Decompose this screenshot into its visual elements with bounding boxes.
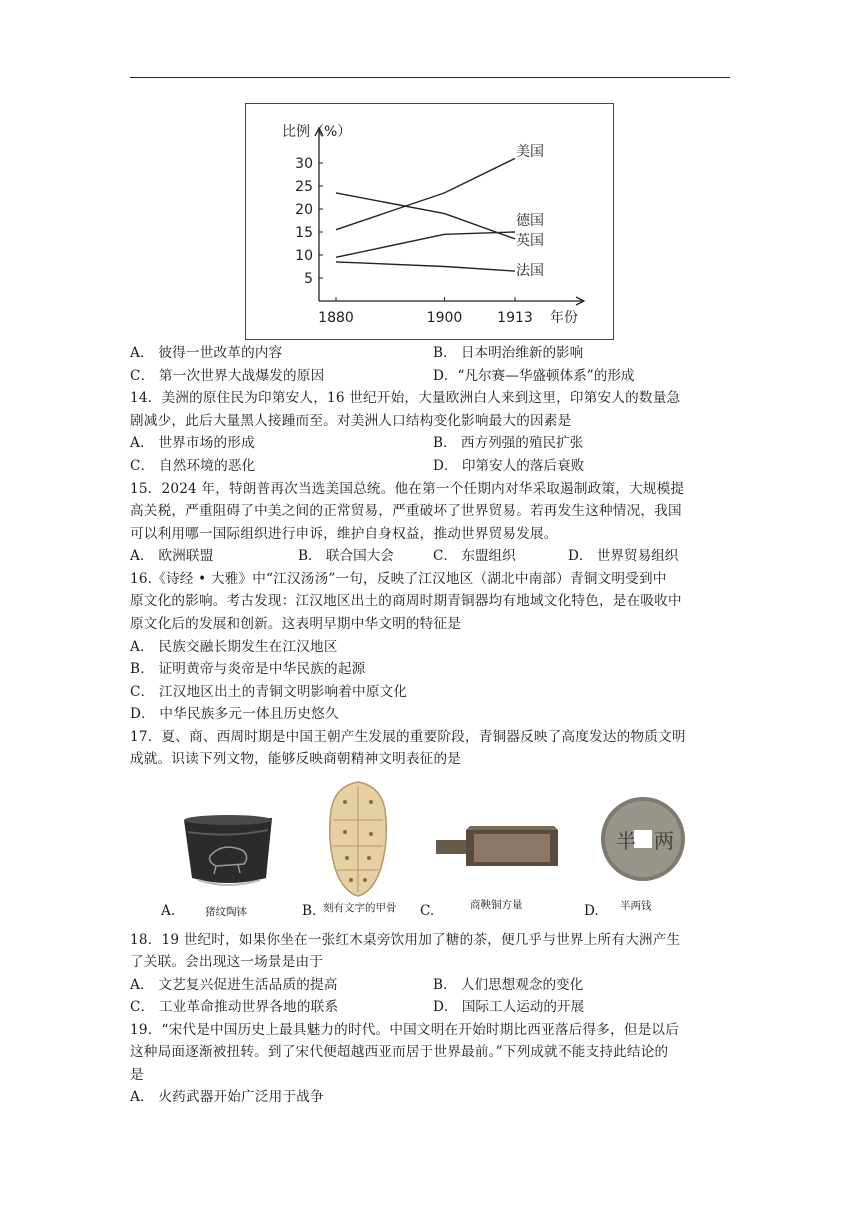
q16-stem-line3: 原文化后的发展和创新。这表明早期中华文明的特征是 (130, 616, 462, 632)
series-line-美国 (336, 158, 515, 229)
series-label-法国: 法国 (516, 263, 544, 279)
series-label-德国: 德国 (516, 213, 544, 229)
y-tick-label: 10 (295, 248, 313, 264)
y-tick-label: 5 (304, 271, 313, 287)
q16-stem-line2: 原文化的影响。考古发现：江汉地区出土的商周时期青铜器均有地域文化特色，是在吸收中 (130, 593, 682, 609)
pottery-bowl-image (180, 812, 276, 892)
q19-option-a[interactable]: A． 火药武器开始广泛用于战争 (130, 1089, 324, 1105)
x-tick-label: 1900 (426, 310, 463, 326)
q13-option-a[interactable]: A． 彼得一世改革的内容 (130, 345, 283, 361)
ban-liang-coin-image (598, 794, 688, 884)
q15-option-a[interactable]: A． 欧洲联盟 (130, 548, 214, 564)
q14-option-d[interactable]: D． 印第安人的落后衰败 (433, 458, 585, 474)
q16-option-b[interactable]: B． 证明黄帝与炎帝是中华民族的起源 (130, 661, 366, 677)
y-tick-label: 25 (295, 179, 313, 195)
q17-option-a-letter[interactable]: A. (161, 903, 176, 919)
line-chart-frame (245, 103, 614, 340)
q16-stem-line1: 16.《诗经 • 大雅》中“江汉汤汤”一句，反映了江汉地区（湖北中南部）青铜文明受到中 (130, 571, 667, 587)
header-rule (130, 77, 730, 78)
x-tick-label: 1880 (318, 310, 354, 326)
q19-stem-line3: 是 (130, 1067, 144, 1083)
q17-option-c-caption: 商鞅铜方量 (470, 899, 523, 911)
q13-option-d[interactable]: D．“凡尔赛—华盛顿体系”的形成 (433, 368, 635, 384)
coin-char-1: 半 (616, 829, 636, 853)
y-tick-label: 20 (295, 202, 313, 218)
series-line-德国 (336, 232, 515, 257)
coin-char-2: 两 (654, 829, 674, 853)
series-label-英国: 英国 (516, 233, 544, 249)
q18-option-c[interactable]: C． 工业革命推动世界各地的联系 (130, 999, 339, 1015)
q18-option-d[interactable]: D． 国际工人运动的开展 (433, 999, 585, 1015)
q17-stem-line2: 成就。识读下列文物，能够反映商朝精神文明表征的是 (130, 751, 462, 767)
q16-option-d[interactable]: D． 中华民族多元一体且历史悠久 (130, 706, 339, 722)
q17-option-c-letter[interactable]: C. (420, 903, 435, 919)
q17-option-b-caption: 刻有文字的甲骨 (323, 902, 397, 914)
x-axis-label: 年份 (550, 310, 578, 326)
q19-stem-line1: 19．“宋代是中国历史上最具魅力的时代。中国文明在开始时期比西亚落后得多，但是以后 (130, 1022, 680, 1038)
q14-stem-line2: 剧减少，此后大量黑人接踵而至。对美洲人口结构变化影响最大的因素是 (130, 413, 572, 429)
y-tick-label: 30 (295, 156, 313, 172)
q15-stem-line2: 高关税，严重阻碍了中美之间的正常贸易，严重破坏了世界贸易。若再发生这种情况，我国 (130, 503, 682, 519)
q19-stem-line2: 这种局面逐渐被扭转。到了宋代便超越西亚而居于世界最前。”下列成就不能支持此结论的 (130, 1044, 669, 1060)
series-label-美国: 美国 (516, 144, 544, 160)
q18-option-b[interactable]: B． 人们思想观念的变化 (433, 977, 584, 993)
x-tick-label: 1913 (497, 310, 533, 326)
q13-option-b[interactable]: B． 日本明治维新的影响 (433, 345, 584, 361)
series-line-法国 (336, 262, 515, 271)
q14-option-b[interactable]: B． 西方列强的殖民扩张 (433, 435, 584, 451)
y-tick-label: 15 (295, 225, 313, 241)
bronze-measure-image (436, 822, 560, 872)
q18-stem-line2: 了关联。会出现这一场景是由于 (130, 954, 324, 970)
q15-option-d[interactable]: D． 世界贸易组织 (568, 548, 679, 564)
q17-option-d-caption: 半两钱 (620, 900, 652, 912)
q17-stem-line1: 17．夏、商、西周时期是中国王朝产生发展的重要阶段，青铜器反映了高度发达的物质文明 (130, 729, 686, 745)
q17-option-d-letter[interactable]: D. (584, 903, 599, 919)
q14-stem-line1: 14．美洲的原住民为印第安人，16 世纪开始，大量欧洲白人来到这里，印第安人的数量急 (130, 390, 681, 406)
q15-option-c[interactable]: C． 东盟组织 (433, 548, 516, 564)
q17-option-b-letter[interactable]: B. (302, 903, 317, 919)
q15-stem-line3: 可以利用哪一国际组织进行申诉，维护自身权益，推动世界贸易发展。 (130, 526, 558, 542)
q18-stem-line1: 18．19 世纪时，如果你坐在一张红木桌旁饮用加了糖的茶，便几乎与世界上所有大洲产生 (130, 932, 681, 948)
q16-option-a[interactable]: A． 民族交融长期发生在江汉地区 (130, 639, 338, 655)
y-axis-label: 比例（%） (282, 124, 352, 140)
q14-option-c[interactable]: C． 自然环境的恶化 (130, 458, 256, 474)
q17-option-a-caption: 猪纹陶钵 (205, 906, 247, 918)
q14-option-a[interactable]: A． 世界市场的形成 (130, 435, 255, 451)
q15-stem-line1: 15．2024 年，特朗普再次当选美国总统。他在第一个任期内对华采取遏制政策，大规模提 (130, 481, 685, 497)
q18-option-a[interactable]: A． 文艺复兴促进生活品质的提高 (130, 977, 338, 993)
q15-option-b[interactable]: B． 联合国大会 (298, 548, 394, 564)
oracle-bone-image (325, 780, 391, 898)
q16-option-c[interactable]: C． 江汉地区出土的青铜文明影响着中原文化 (130, 684, 408, 700)
q13-option-c[interactable]: C． 第一次世界大战爆发的原因 (130, 368, 325, 384)
line-chart (246, 104, 615, 341)
